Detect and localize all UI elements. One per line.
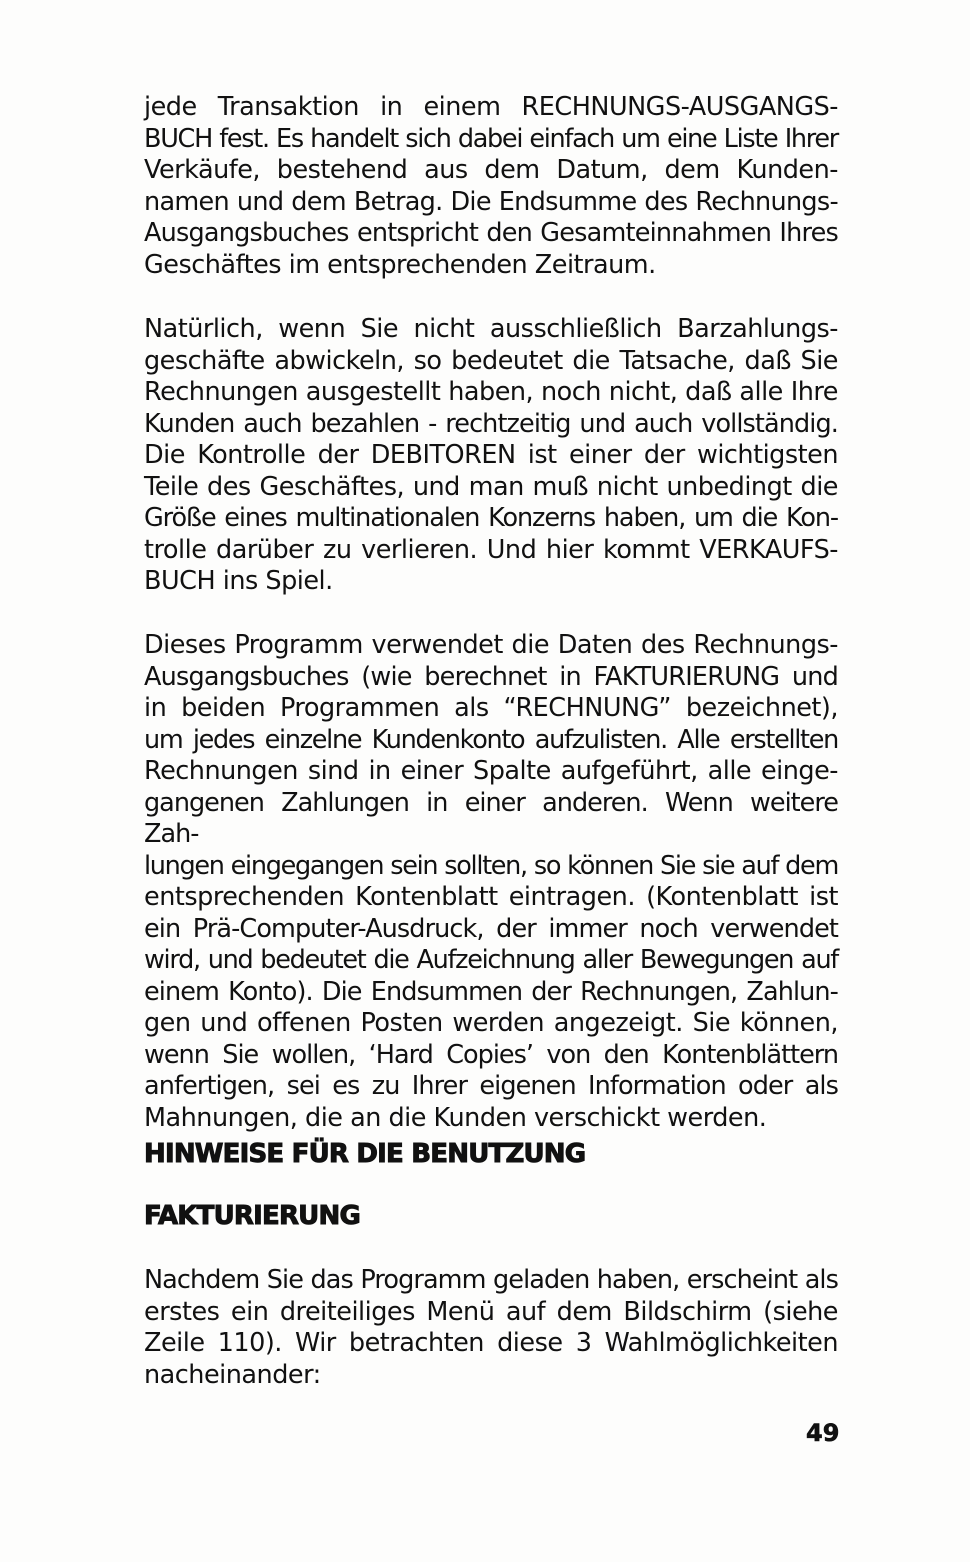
paragraph-1-line-5: Ausgangsbuches entspricht den Gesamteinnahmen Ihres: [144, 218, 838, 248]
paragraph-2-line-8: trolle darüber zu verlieren. Und hier kommt VERKAUFS-: [144, 534, 838, 565]
paragraph-3-line-4: um jedes einzelne Kundenkonto aufzulisten. Alle erstellten: [144, 724, 838, 755]
page-number: 49: [806, 1419, 840, 1447]
paragraph-1-line-1: jede Transaktion in einem RECHNUNGS-AUSGANGS-: [144, 92, 838, 122]
paragraph-2-line-9: BUCH ins Spiel.: [144, 566, 333, 596]
paragraph-2-line-7: Größe eines multinationalen Konzerns haben, um die Kon-: [144, 503, 838, 533]
paragraph-2-line-4: Kunden auch bezahlen - rechtzeitig und auch vollständig.: [144, 408, 838, 439]
paragraph-4-line-4: nacheinander:: [144, 1359, 321, 1390]
paragraph-3-line-6: gangenen Zahlungen in einer anderen. Wenn weitere Zah-: [144, 787, 838, 849]
paragraph-2: [144, 314, 838, 598]
paragraph-3-line-13: wenn Sie wollen, ‘Hard Copies’ von den Kontenblättern: [144, 1039, 838, 1070]
paragraph-3-line-8: entsprechenden Kontenblatt eintragen. (Kontenblatt ist: [144, 882, 838, 912]
subsection-heading: FAKTURIERUNG: [144, 1201, 360, 1231]
paragraph-2-line-1: Natürlich, wenn Sie nicht ausschließlich Barzahlungs-: [144, 314, 838, 344]
paragraph-3: [144, 630, 838, 1134]
paragraph-3-line-10: wird, und bedeutet die Aufzeichnung aller Bewegungen auf: [144, 945, 838, 975]
paragraph-3-line-1: Dieses Programm verwendet die Daten des Rechnungs-: [144, 630, 838, 660]
paragraph-2-line-2: geschäfte abwickeln, so bedeutet die Tatsache, daß Sie: [144, 345, 838, 376]
paragraph-1-line-6: Geschäftes im entsprechenden Zeitraum.: [144, 249, 656, 280]
paragraph-3-line-11: einem Konto). Die Endsummen der Rechnungen, Zahlun-: [144, 976, 838, 1007]
paragraph-3-line-9: ein Prä-Computer-Ausdruck, der immer noch verwendet: [144, 913, 838, 944]
paragraph-1-line-3: Verkäufe, bestehend aus dem Datum, dem Kunden-: [144, 155, 838, 185]
paragraph-4: [144, 1265, 838, 1391]
section-heading: HINWEISE FÜR DIE BENUTZUNG: [144, 1139, 586, 1169]
paragraph-3-line-14: anfertigen, sei es zu Ihrer eigenen Information oder als: [144, 1071, 838, 1101]
paragraph-1: [144, 92, 838, 281]
paragraph-3-line-12: gen und offenen Posten werden angezeigt. Sie können,: [144, 1008, 838, 1038]
paragraph-4-line-1: Nachdem Sie das Programm geladen haben, erscheint als: [144, 1265, 838, 1295]
paragraph-2-line-3: Rechnungen ausgestellt haben, noch nicht, daß alle Ihre: [144, 377, 838, 407]
paragraph-3-line-5: Rechnungen sind in einer Spalte aufgeführt, alle einge-: [144, 756, 838, 786]
paragraph-4-line-2: erstes ein dreiteiliges Menü auf dem Bildschirm (siehe: [144, 1296, 838, 1327]
subsection-heading-block: [144, 1200, 838, 1232]
paragraph-4-line-3: Zeile 110). Wir betrachten diese 3 Wahlmöglichkeiten: [144, 1328, 838, 1358]
paragraph-3-line-7: lungen eingegangen sein sollten, so können Sie sie auf dem: [144, 850, 838, 881]
paragraph-1-line-2: BUCH fest. Es handelt sich dabei einfach um eine Liste Ihrer: [144, 123, 838, 154]
paragraph-3-line-15: Mahnungen, die an die Kunden verschickt werden.: [144, 1102, 767, 1133]
paragraph-2-line-5: Die Kontrolle der DEBITOREN ist einer der wichtigsten: [144, 440, 838, 470]
paragraph-1-line-4: namen und dem Betrag. Die Endsumme des Rechnungs-: [144, 186, 838, 217]
paragraph-3-line-3: in beiden Programmen als “RECHNUNG” bezeichnet),: [144, 693, 838, 723]
paragraph-3-line-2: Ausgangsbuches (wie berechnet in FAKTURIERUNG und: [144, 661, 838, 692]
section-heading-block: [144, 1138, 838, 1170]
paragraph-2-line-6: Teile des Geschäftes, und man muß nicht unbedingt die: [144, 471, 838, 502]
